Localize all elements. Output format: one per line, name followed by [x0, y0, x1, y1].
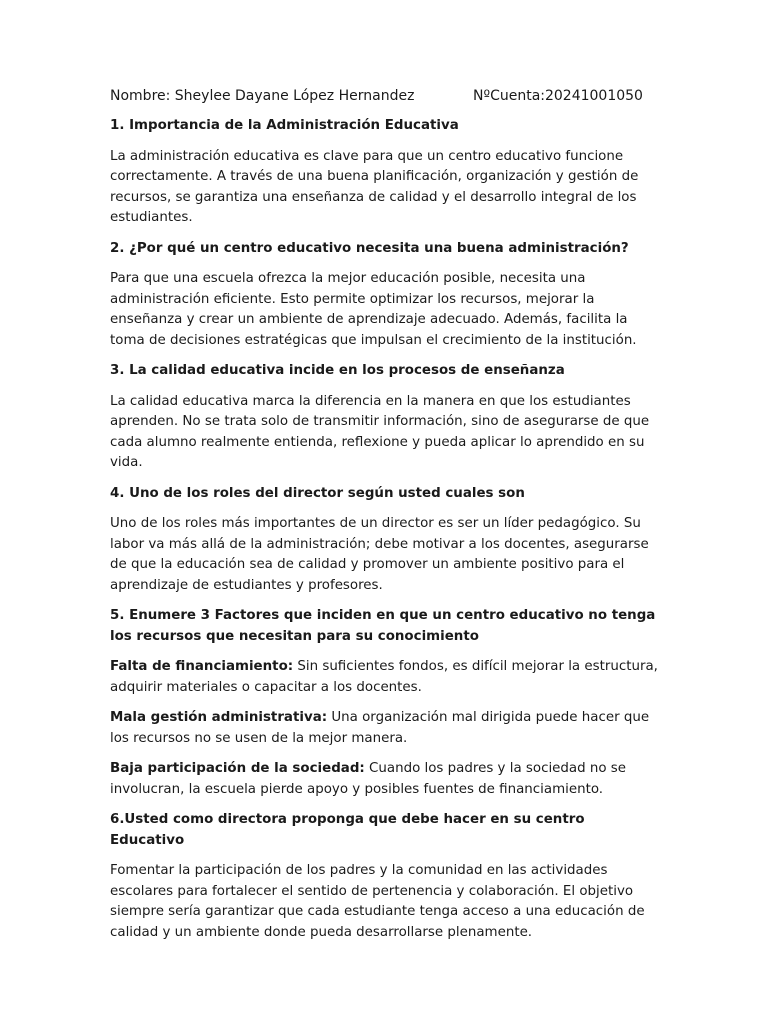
section-4-body: Uno de los roles más importantes de un director es ser un líder pedagógico. Su labor va más allá de la administración; debe motivar a los docentes, asegurarse de que la educación sea de calidad y promover un ambiente positivo para el aprendizaje de estudiantes y profesores. [110, 516, 649, 593]
factor-text: Una organización mal dirigida puede hacer que los recursos no se usen de la mejor manera. [110, 710, 650, 746]
factor-item [110, 759, 660, 800]
factor-item [110, 708, 660, 749]
document-page [110, 86, 660, 953]
section-3-heading: 3. La calidad educativa incide en los procesos de enseñanza [110, 363, 565, 378]
student-header [110, 86, 660, 106]
section-1-heading: 1. Importancia de la Administración Educativa [110, 118, 459, 133]
section-3-body: La calidad educativa marca la diferencia en la manera en que los estudiantes aprenden. No se trata solo de transmitir información, sino de asegurarse de que cada alumno realmente entienda, reflexione y pueda aplicar lo aprendido en su vida. [110, 393, 650, 470]
student-name: Nombre: Sheylee Dayane López Hernandez [110, 88, 415, 104]
section-6-heading: 6.Usted como directora proponga que debe hacer en su centro Educativo [110, 812, 585, 848]
section-2-heading: 2. ¿Por qué un centro educativo necesita una buena administración? [110, 240, 629, 256]
section-6-body: Fomentar la participación de los padres y la comunidad en las actividades escolares para fortalecer el sentido de pertenencia y colaboración. El objetivo siempre sería garantizar que cada estudiante tenga acceso a una educación de calidad y un ambiente donde pueda desarrollarse plenamente. [110, 863, 645, 940]
section-1-body: La administración educativa es clave para que un centro educativo funcione correctamente. A través de una buena planificación, organización y gestión de recursos, se garantiza una enseñanza de calidad y el desarrollo integral de los estudiantes. [110, 148, 639, 225]
factor-item [110, 657, 660, 698]
factor-text: Cuando los padres y la sociedad no se involucran, la escuela pierde apoyo y posibles fuentes de financiamiento. [110, 761, 627, 797]
factor-text: Sin suficientes fondos, es difícil mejorar la estructura, adquirir materiales o capacitar a los docentes. [110, 659, 658, 695]
account-number: NºCuenta:20241001050 [473, 88, 643, 104]
factor-title: Mala gestión administrativa: [110, 710, 328, 725]
factor-title: Baja participación de la sociedad: [110, 761, 365, 776]
section-2-body: Para que una escuela ofrezca la mejor educación posible, necesita una administración eficiente. Esto permite optimizar los recursos, mejorar la enseñanza y crear un ambiente de aprendizaje adecuado. Además, facilita la toma de decisiones estratégicas que impulsan el crecimiento de la institución. [110, 271, 637, 348]
factor-title: Falta de financiamiento: [110, 659, 294, 674]
section-4-heading: 4. Uno de los roles del director según usted cuales son [110, 485, 525, 501]
section-5-heading: 5. Enumere 3 Factores que inciden en que un centro educativo no tenga los recursos que necesitan para su conocimiento [110, 608, 656, 644]
